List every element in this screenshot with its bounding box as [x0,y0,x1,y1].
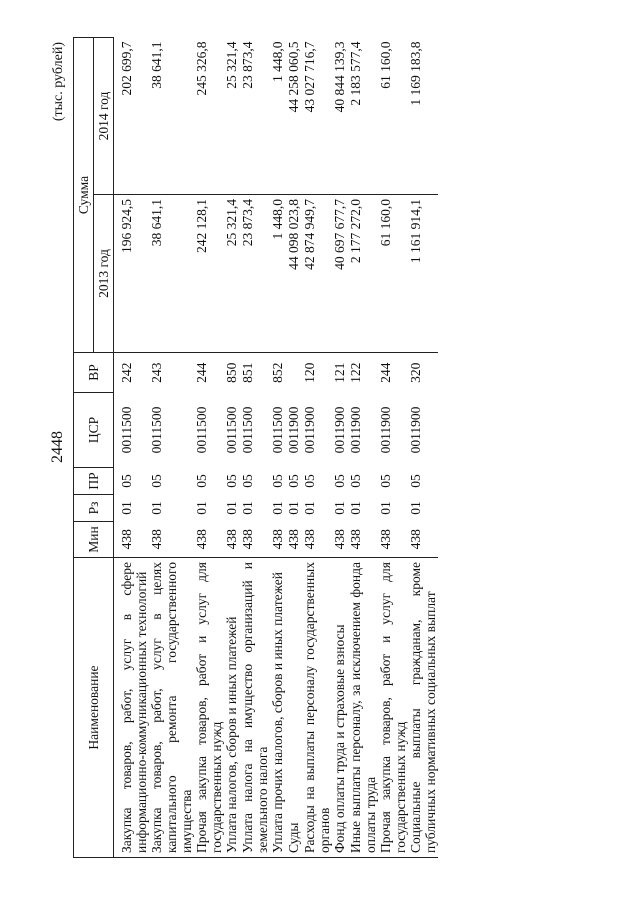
row-2014: 23 873,4 [240,37,270,194]
row-vr: 244 [378,362,393,383]
page-number: 2448 [49,431,66,463]
header-min: Мин [74,522,114,558]
row-pr: 05 [332,474,347,488]
row-min: 438 [302,522,332,558]
row-csr: 0011900 [302,406,317,454]
header-year-2013: 2013 год [94,195,114,353]
table-row [224,37,240,857]
row-2013: 2 177 272,0 [348,195,378,353]
row-pr: 05 [348,474,363,488]
header-sum: Сумма [74,37,94,352]
table-row [378,37,408,857]
row-rz: 01 [286,501,301,515]
row-2013: 1 448,0 [270,195,286,353]
row-pr: 05 [224,474,239,488]
row-2014: 61 160,0 [378,37,408,194]
row-2014: 43 027 716,7 [302,37,332,194]
row-2013: 23 873,4 [240,195,270,353]
row-pr: 05 [149,474,164,488]
row-csr: 0011500 [194,406,209,454]
row-name: Расходы на выплаты персоналу государственных органов [302,558,332,858]
row-rz: 01 [270,501,285,515]
row-vr: 121 [332,362,347,383]
row-csr: 0011500 [149,406,164,454]
table-row [286,37,302,857]
row-vr: 320 [408,362,423,383]
row-rz: 01 [194,501,209,515]
row-name: Закупка товаров, работ, услуг в сфере информационно-коммуникационных технологий [114,558,150,858]
row-csr: 0011900 [332,406,347,454]
row-min: 438 [408,522,438,558]
row-min: 438 [348,522,378,558]
row-pr: 05 [194,474,209,488]
row-2014: 2 183 577,4 [348,37,378,194]
row-vr: 244 [194,362,209,383]
row-2013: 242 128,1 [194,195,224,353]
row-min: 438 [149,522,194,558]
row-csr: 0011500 [224,406,239,454]
row-2013: 196 924,5 [114,195,150,353]
table-row [348,37,378,857]
table-row [194,37,224,857]
row-pr: 05 [378,474,393,488]
table-row [149,37,194,857]
row-pr: 05 [302,474,317,488]
budget-table [73,37,438,858]
row-2014: 1 169 183,8 [408,37,438,194]
header-csr: ЦСР [74,393,114,468]
row-csr: 0011900 [348,406,363,454]
header-year-2014: 2014 год [94,37,114,194]
table-body [114,37,439,857]
row-2014: 202 699,7 [114,37,150,194]
row-min: 438 [114,522,150,558]
row-vr: 242 [119,362,134,383]
row-vr: 852 [270,362,285,383]
row-vr: 120 [302,362,317,383]
row-name: Прочая закупка товаров, работ и услуг для государственных нужд [194,558,224,858]
row-vr: 851 [240,362,255,383]
row-2013: 38 641,1 [149,195,194,353]
row-name: Уплата налогов, сборов и иных платежей [224,558,240,858]
row-name: Уплата прочих налогов, сборов и иных платежей [270,558,286,858]
units-label: (тыс. рублей) [51,42,66,122]
table-row [114,37,150,857]
row-rz: 01 [302,501,317,515]
row-pr: 05 [286,474,301,488]
row-name: Иные выплаты персоналу, за исключением фонда оплаты труда [348,558,378,858]
row-csr: 0011900 [408,406,423,454]
row-rz: 01 [240,501,255,515]
table-row [302,37,332,857]
row-name: Уплата налога на имущество организаций и земельного налога [240,558,270,858]
row-2013: 1 161 914,1 [408,195,438,353]
row-name: Социальные выплаты гражданам, кроме публичных нормативных социальных выплат [408,558,438,858]
row-rz: 01 [119,501,134,515]
table-row [240,37,270,857]
row-csr: 0011500 [240,406,255,454]
row-pr: 05 [240,474,255,488]
table-row [408,37,438,857]
row-2014: 38 641,1 [149,37,194,194]
row-csr: 0011500 [119,406,134,454]
table-row [332,37,348,857]
row-name: Фонд оплаты труда и страховые взносы [332,558,348,858]
row-pr: 05 [408,474,423,488]
row-rz: 01 [408,501,423,515]
row-pr: 05 [119,474,134,488]
row-2013: 40 697 677,7 [332,195,348,353]
row-vr [286,353,302,393]
row-2014: 25 321,4 [224,37,240,194]
header-rz: Рз [74,495,114,522]
row-name: Закупка товаров, работ, услуг в целях капитального ремонта государственного имущества [149,558,194,858]
row-min: 438 [378,522,408,558]
row-min: 438 [224,522,240,558]
row-csr: 0011900 [286,406,301,454]
row-name: Суды [286,558,302,858]
row-2013: 42 874 949,7 [302,195,332,353]
row-name: Прочая закупка товаров, работ и услуг для государственных нужд [378,558,408,858]
row-2013: 25 321,4 [224,195,240,353]
row-rz: 01 [332,501,347,515]
row-min: 438 [332,522,348,558]
table-row [270,37,286,857]
row-csr: 0011900 [378,406,393,454]
rotated-page [45,38,565,858]
row-2013: 44 098 023,8 [286,195,302,353]
row-vr: 122 [348,362,363,383]
row-vr: 243 [149,362,164,383]
row-min: 438 [286,522,302,558]
row-min: 438 [270,522,286,558]
row-rz: 01 [224,501,239,515]
row-2014: 245 326,8 [194,37,224,194]
row-2013: 61 160,0 [378,195,408,353]
row-rz: 01 [348,501,363,515]
header-name: Наименование [74,558,114,858]
row-csr: 0011500 [270,406,285,454]
row-rz: 01 [149,501,164,515]
row-vr: 850 [224,362,239,383]
header-vr: ВР [74,353,114,393]
row-min: 438 [194,522,224,558]
row-min: 438 [240,522,270,558]
row-2014: 40 844 139,3 [332,37,348,194]
row-2014: 44 258 060,5 [286,37,302,194]
row-pr: 05 [270,474,285,488]
row-2014: 1 448,0 [270,37,286,194]
row-rz: 01 [378,501,393,515]
header-pr: ПР [74,468,114,495]
